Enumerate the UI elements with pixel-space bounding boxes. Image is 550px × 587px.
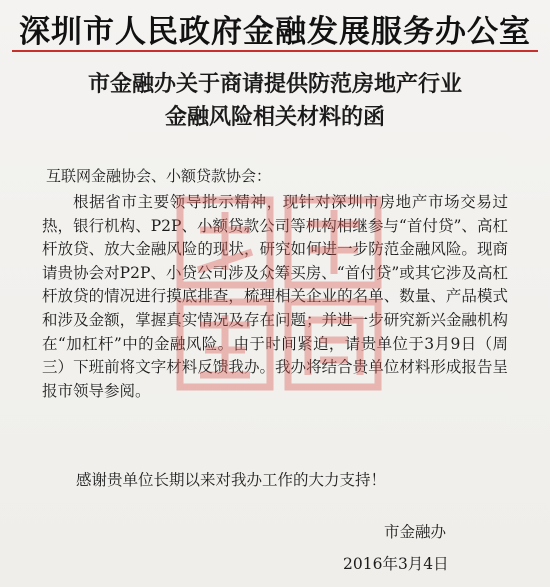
- signature-office: 市金融办: [384, 523, 447, 541]
- title-line-1: 市金融办关于商请提供防范房地产行业: [87, 72, 462, 97]
- letterhead-agency: 深圳市人民政府金融发展服务办公室: [19, 14, 531, 50]
- body-text: [42, 191, 508, 403]
- body-paragraph: 根据省市主要领导批示精神，现针对深圳市房地产市场交易过热，银行机构、P2P、小额贷款公司等机构相继参与“首付贷”、高杠杆放贷、放大金融风险的现状，研究如何进一步防范金融风险。现商请贵协会对P2P、小贷公司涉及众筹买房、“首付贷”或其它涉及高杠杆放贷的情况进行摸底排查，梳理相关企业的名单、数量、产品模式和涉及金额，掌握真实情况及存在问题；并进一步研究新兴金融机构在“加杠杆”中的金融风险。由于时间紧迫，请贵单位于3月9日（周三）下班前将文字材料反馈我办。我办将结合贵单位材料形成报告呈报市领导参阅。: [42, 193, 508, 400]
- signature-date: 2016年3月4日: [343, 555, 449, 573]
- document-title: [0, 68, 550, 134]
- letterhead-red-rule: [12, 50, 538, 52]
- addressee: 互联网金融协会、小额贷款协会：: [46, 167, 272, 185]
- title-line-2: 金融风险相关材料的函: [164, 105, 385, 130]
- closing-thanks: 感谢贵单位长期以来对我办工作的大力支持！: [76, 471, 387, 489]
